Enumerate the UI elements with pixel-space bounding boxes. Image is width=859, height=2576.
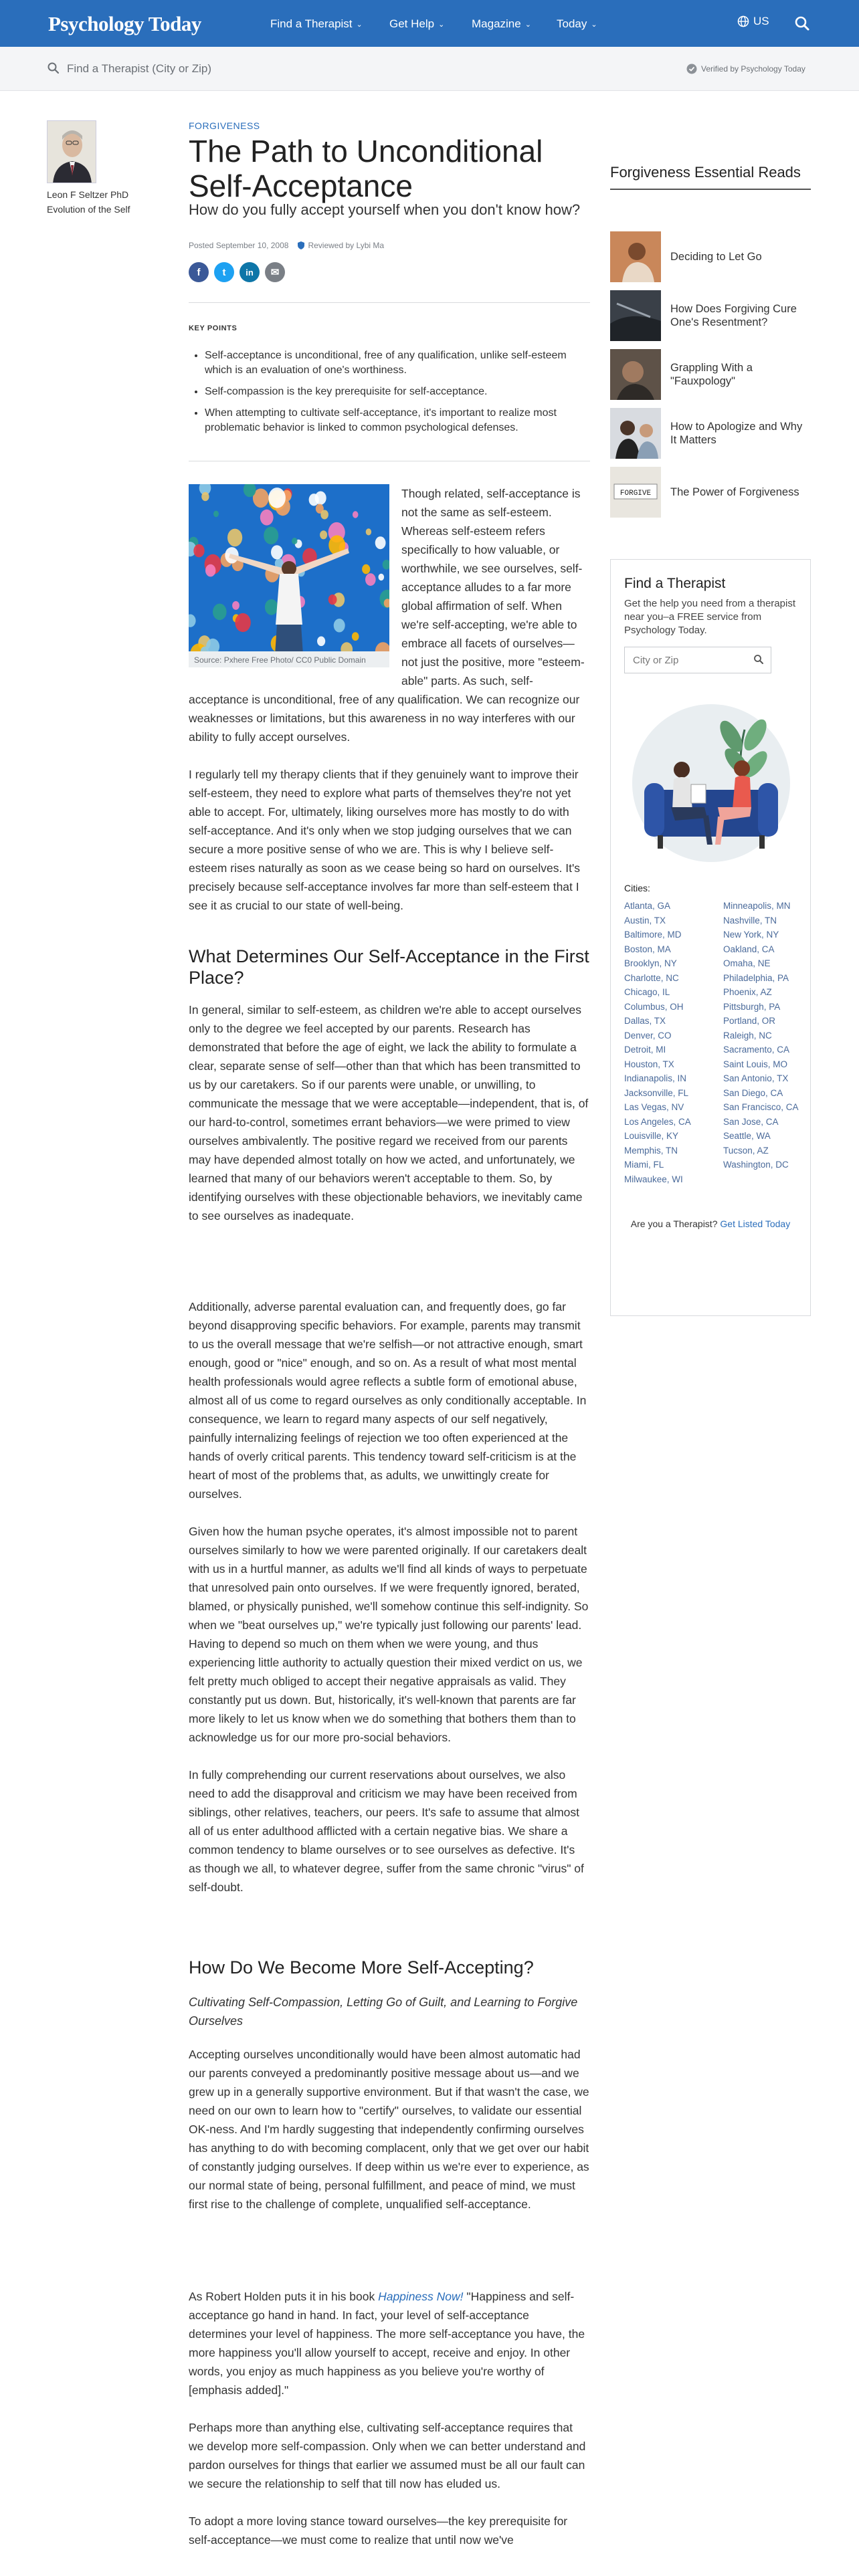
paragraph: Given how the human psyche operates, it's almost impossible not to parent ourselves similarly to how we were parented originally. If our caretakers dealt with us in a hurtful manner, as adults we'll find all kinds of ways to perpetuate that unresolved pain onto ourselves. If we were frequently ignored, berated, blamed, or physically punished, we'll somehow continue this self-indignity. So when we "beat ourselves up," we're typically just following our parents' lead. Having to depend so much on them when we were young, and thus experiencing little authority to actually question their mixed verdict on us, we felt pretty much obliged to accept their negative appraisals as valid. They constantly put us down. But, historically, it's well-known that parents are far more likely to let us know when we do something that bothers them than to acknowledge us for our more pro-social behaviors.: [189, 1525, 589, 1744]
city-link[interactable]: Las Vegas, NV: [624, 1102, 684, 1112]
city-link[interactable]: San Jose, CA: [723, 1116, 779, 1127]
city-link[interactable]: Chicago, IL: [624, 987, 670, 997]
image-float-spacer: [189, 484, 401, 678]
key-point: • Self-compassion is the key prerequisite for self-acceptance.: [205, 385, 590, 399]
read-thumbnail: [610, 408, 661, 459]
facebook-share-icon[interactable]: f: [189, 262, 209, 282]
read-thumbnail: [610, 231, 661, 282]
widget-title: Find a Therapist: [624, 576, 726, 591]
read-title: Grappling With a "Fauxpology": [670, 362, 753, 387]
city-link[interactable]: San Diego, CA: [723, 1087, 783, 1098]
paragraph: In fully comprehending our current reservations about ourselves, we also need to add the disapproval and criticism we may have been received from siblings, other relatives, teachers, our peers. It's safe to assume that almost all of us enter adulthood afflicted with a certain negative bias. We share a common tendency to blame ourselves or to see ourselves as defective. It's as though we all, to whatever degree, suffer from the same chronic "virus" of self-doubt.: [189, 1768, 584, 1894]
shield-icon: [298, 241, 304, 249]
essential-read-item[interactable]: [610, 289, 811, 342]
city-link[interactable]: Denver, CO: [624, 1030, 672, 1041]
read-thumbnail: [610, 290, 661, 341]
city-link[interactable]: Milwaukee, WI: [624, 1174, 683, 1184]
city-link[interactable]: Austin, TX: [624, 915, 666, 926]
linkedin-share-icon[interactable]: in: [240, 262, 260, 282]
chevron-down-icon: ⌄: [591, 21, 597, 29]
cities-list: [624, 899, 797, 1186]
share-buttons: [189, 262, 285, 282]
region-label: US: [753, 15, 769, 27]
cities-title: Cities:: [624, 883, 650, 893]
city-link[interactable]: Portland, OR: [723, 1016, 776, 1026]
city-link[interactable]: Atlanta, GA: [624, 901, 671, 911]
article-meta: [189, 241, 384, 250]
key-points-title: KEY POINTS: [189, 324, 237, 332]
city-link[interactable]: Detroit, MI: [624, 1045, 666, 1055]
key-points: [189, 302, 590, 461]
paragraph: In general, similar to self-esteem, as children we're able to accept ourselves only to the degree we feel accepted by our parents. Research has demonstrated that before the age of eight, we lack the ability to formulate a clear, separate sense of self—other than that which has been transmitted to us by our caretakers. So if our parents were unable, or unwilling, to communicate the message that we were acceptable—independent, that is, of our hard-to-control, sometimes errant behaviors—we were primed to view ourselves ambivalently. The positive regard we received from our parents may have depended almost totally on how we acted, and unfortunately, we learned that many of our behaviors weren't acceptable to them. So, by identifying ourselves with these objectionable behaviors, we inevitably came to see ourselves as inadequate.: [189, 1003, 589, 1222]
article-section-2: [189, 2045, 590, 2232]
verified-badge: [686, 64, 805, 74]
city-link[interactable]: Nashville, TN: [723, 915, 777, 926]
article-intro: [189, 484, 590, 934]
section-subheading: Cultivating Self-Compassion, Letting Go of Guilt, and Learning to Forgive Ourselves: [189, 1996, 578, 2028]
globe-icon: [737, 15, 749, 27]
essential-reads-list: [610, 230, 811, 524]
city-link[interactable]: San Francisco, CA: [723, 1102, 799, 1112]
chevron-down-icon: ⌄: [524, 21, 531, 29]
city-link[interactable]: Los Angeles, CA: [624, 1116, 691, 1127]
paragraph: [189, 2287, 590, 2399]
read-title: How to Apologize and Why It Matters: [670, 421, 803, 446]
city-zip-input[interactable]: [625, 647, 745, 673]
quote-text: "Happiness and self-acceptance go hand in hand. In fact, your level of self-acceptance determines your level of happiness. The more self-acceptance you have, the more happiness you'll allow yourself to accept, receive and enjoy. In other words, you enjoy as much happiness as you believe you're worthy of [emphasis added].": [189, 2290, 585, 2397]
author-byline: [47, 187, 161, 217]
find-therapist-widget: [610, 559, 811, 1316]
city-link[interactable]: San Antonio, TX: [723, 1073, 789, 1083]
book-link[interactable]: Happiness Now!: [378, 2290, 464, 2303]
city-link[interactable]: Seattle, WA: [723, 1131, 771, 1141]
therapy-illustration: [624, 689, 798, 863]
image-caption: Source: Pxhere Free Photo/ CC0 Public Domain: [189, 651, 389, 667]
article-subtitle: How do you fully accept yourself when you don't know how?: [189, 201, 581, 218]
site-logo[interactable]: Psychology Today: [48, 12, 201, 35]
read-title: Deciding to Let Go: [670, 251, 762, 263]
city-link[interactable]: Saint Louis, MO: [723, 1059, 788, 1069]
read-title: How Does Forgiving Cure One's Resentment?: [670, 303, 797, 328]
essential-read-item[interactable]: [610, 230, 811, 284]
paragraph: Perhaps more than anything else, cultivating self-acceptance requires that we develop more self-compassion. Only when we can better understand and pardon ourselves for things that earlier we assumed must be all our fault can we secure the relationship to self that till now has eluded us.: [189, 2421, 586, 2490]
city-link[interactable]: Philadelphia, PA: [723, 972, 789, 983]
key-point: • When attempting to cultivate self-acceptance, it's important to realize most problematic behavior is linked to common psychological defenses.: [205, 406, 590, 435]
region-selector[interactable]: [737, 15, 769, 28]
nav-today[interactable]: [557, 17, 597, 31]
posted-date: Posted September 10, 2008: [189, 241, 289, 250]
nav-get-help[interactable]: [389, 17, 444, 31]
nav-magazine[interactable]: [472, 17, 531, 31]
read-title: The Power of Forgiveness: [670, 486, 799, 498]
check-circle-icon: [686, 64, 697, 74]
article-kicker[interactable]: FORGIVENESS: [189, 120, 260, 131]
top-nav: [0, 0, 859, 47]
widget-description: Get the help you need from a therapist near you–a FREE service from Psychology Today.: [624, 598, 795, 636]
city-link[interactable]: Louisville, KY: [624, 1131, 679, 1141]
city-link[interactable]: Oakland, CA: [723, 944, 775, 954]
city-link[interactable]: Washington, DC: [723, 1160, 789, 1170]
city-link[interactable]: Indianapolis, IN: [624, 1073, 687, 1083]
nav-find-therapist[interactable]: [270, 17, 363, 31]
verified-text: Verified by Psychology Today: [701, 64, 805, 74]
search-icon[interactable]: [793, 15, 811, 32]
email-share-icon[interactable]: ✉: [265, 262, 285, 282]
paragraph: Additionally, adverse parental evaluation can, and frequently does, go far beyond disapproving specific behaviors. For example, parents may transmit to us the overall message that we're selfish—or not attractive enough, smart enough, good or "nice" enough, and so on. As a result of what most mental health professionals would agree reflects a subtle form of emotional abuse, almost all of us come to regard ourselves as only conditionally acceptable. In consequence, we learn to regard many aspects of our self negatively, painfully internalizing feelings of rejection we too often experienced at the hands of overly critical parents. This tendency toward self-criticism is at the heart of most of the problems that, as adults, we unwittingly create for ourselves.: [189, 1300, 587, 1501]
nav-label: Today: [557, 17, 587, 30]
city-link[interactable]: Raleigh, NC: [723, 1030, 772, 1041]
city-link[interactable]: Phoenix, AZ: [723, 987, 772, 997]
city-link[interactable]: Omaha, NE: [723, 958, 771, 968]
nav-label: Get Help: [389, 17, 435, 30]
paragraph: Accepting ourselves unconditionally would have been almost automatic had our parents conveyed a predominantly positive message about us—and we grew up in a generally supportive environment. But if that wasn't the case, we need on our own to learn how to "certify" ourselves, to validate our essential OK-ness. And I'm hardly suggesting that independently confirming ourselves has anything to do with becoming complacent, only that we get over our habit of constantly judging ourselves. If deep within us we're ever to experience, as our normal state of being, personal fulfillment, and peace of mind, we must first rise to the challenge of complete, unqualified self-acceptance.: [189, 2048, 589, 2211]
get-listed-link[interactable]: Get Listed Today: [720, 1218, 791, 1229]
reviewed-text: Reviewed by Lybi Ma: [308, 241, 385, 250]
therapist-cta: [624, 1217, 797, 1230]
author-photo[interactable]: [47, 120, 96, 183]
city-link[interactable]: Jacksonville, FL: [624, 1087, 689, 1098]
chevron-down-icon: ⌄: [438, 21, 445, 29]
essential-read-item[interactable]: [610, 407, 811, 460]
article-section-2b: [189, 2287, 590, 2568]
city-link[interactable]: Pittsburgh, PA: [723, 1001, 781, 1012]
city-link[interactable]: Memphis, TN: [624, 1145, 678, 1156]
reviewed-by: [298, 241, 384, 250]
read-thumbnail: [610, 467, 661, 518]
key-points-list: [189, 348, 590, 435]
city-link[interactable]: Minneapolis, MN: [723, 901, 791, 911]
city-link[interactable]: Tucson, AZ: [723, 1145, 769, 1156]
twitter-share-icon[interactable]: t: [214, 262, 234, 282]
nav-label: Find a Therapist: [270, 17, 353, 30]
city-link[interactable]: Sacramento, CA: [723, 1045, 790, 1055]
city-link[interactable]: Houston, TX: [624, 1059, 674, 1069]
city-zip-field: [624, 647, 771, 673]
therapist-question: Are you a Therapist?: [630, 1218, 718, 1229]
article-section-1: [189, 1000, 590, 1244]
city-link[interactable]: Dallas, TX: [624, 1016, 666, 1026]
paragraph: Though related, self-acceptance is not the same as self-esteem. Whereas self-esteem refers specifically to how valuable, or worthwhile, we see ourselves, self-acceptance alludes to a far more global affirmation of self. When we're self-accepting, we're able to embrace all facets of ourselves—not just the positive, more "esteem-able" parts. As such, self-acceptance is unconditional, free of any qualification. We can recognize our weaknesses or limitations, but this awareness in no way interferes with our ability to fully accept ourselves.: [189, 487, 585, 744]
article-title: The Path to Unconditional Self-Acceptance: [189, 134, 543, 203]
city-link[interactable]: Brooklyn, NY: [624, 958, 677, 968]
read-thumb-text: FORGIVE: [619, 490, 652, 498]
city-link[interactable]: Charlotte, NC: [624, 972, 679, 983]
read-thumbnail: [610, 349, 661, 400]
city-link[interactable]: Columbus, OH: [624, 1001, 684, 1012]
essential-reads-title: Forgiveness Essential Reads: [610, 163, 811, 190]
city-link[interactable]: Baltimore, MD: [624, 930, 682, 940]
author-name[interactable]: Leon F Seltzer PhD: [47, 189, 129, 200]
section-heading: What Determines Our Self-Acceptance in the First Place?: [189, 946, 589, 988]
city-link[interactable]: Miami, FL: [624, 1160, 664, 1170]
city-link[interactable]: New York, NY: [723, 930, 779, 940]
paragraph: To adopt a more loving stance toward ourselves—the key prerequisite for self-acceptance—we must come to realize that until now we've: [189, 2514, 568, 2547]
paragraph: I regularly tell my therapy clients that if they genuinely want to improve their self-esteem, they need to explore what parts of themselves they're not yet able to accept. For, ultimately, liking ourselves more has mostly to do with self-acceptance. And it's only when we stop judging ourselves that we can secure a more positive sense of who we are. This is why I believe self-esteem rises naturally as soon as we cease being so hard on ourselves. It's precisely because self-acceptance involves far more than self-esteem that I see it as crucial to our state of well-being.: [189, 768, 581, 912]
search-icon: [47, 62, 60, 75]
therapist-search-bar: [0, 47, 859, 91]
quote-intro: As Robert Holden puts it in his book: [189, 2290, 379, 2303]
essential-read-item[interactable]: [610, 348, 811, 401]
author-blog[interactable]: Evolution of the Self: [47, 204, 130, 215]
therapist-search-input[interactable]: [67, 60, 468, 78]
city-link[interactable]: Boston, MA: [624, 944, 671, 954]
article-section-1b: [189, 1297, 590, 1915]
key-point: • Self-acceptance is unconditional, free of any qualification, unlike self-esteem which is an evaluation of one's worthiness.: [205, 348, 590, 378]
nav-label: Magazine: [472, 17, 521, 30]
chevron-down-icon: ⌄: [356, 21, 363, 29]
section-heading: How Do We Become More Self-Accepting?: [189, 1957, 534, 1977]
search-icon[interactable]: [753, 654, 764, 665]
essential-read-item[interactable]: [610, 465, 811, 519]
